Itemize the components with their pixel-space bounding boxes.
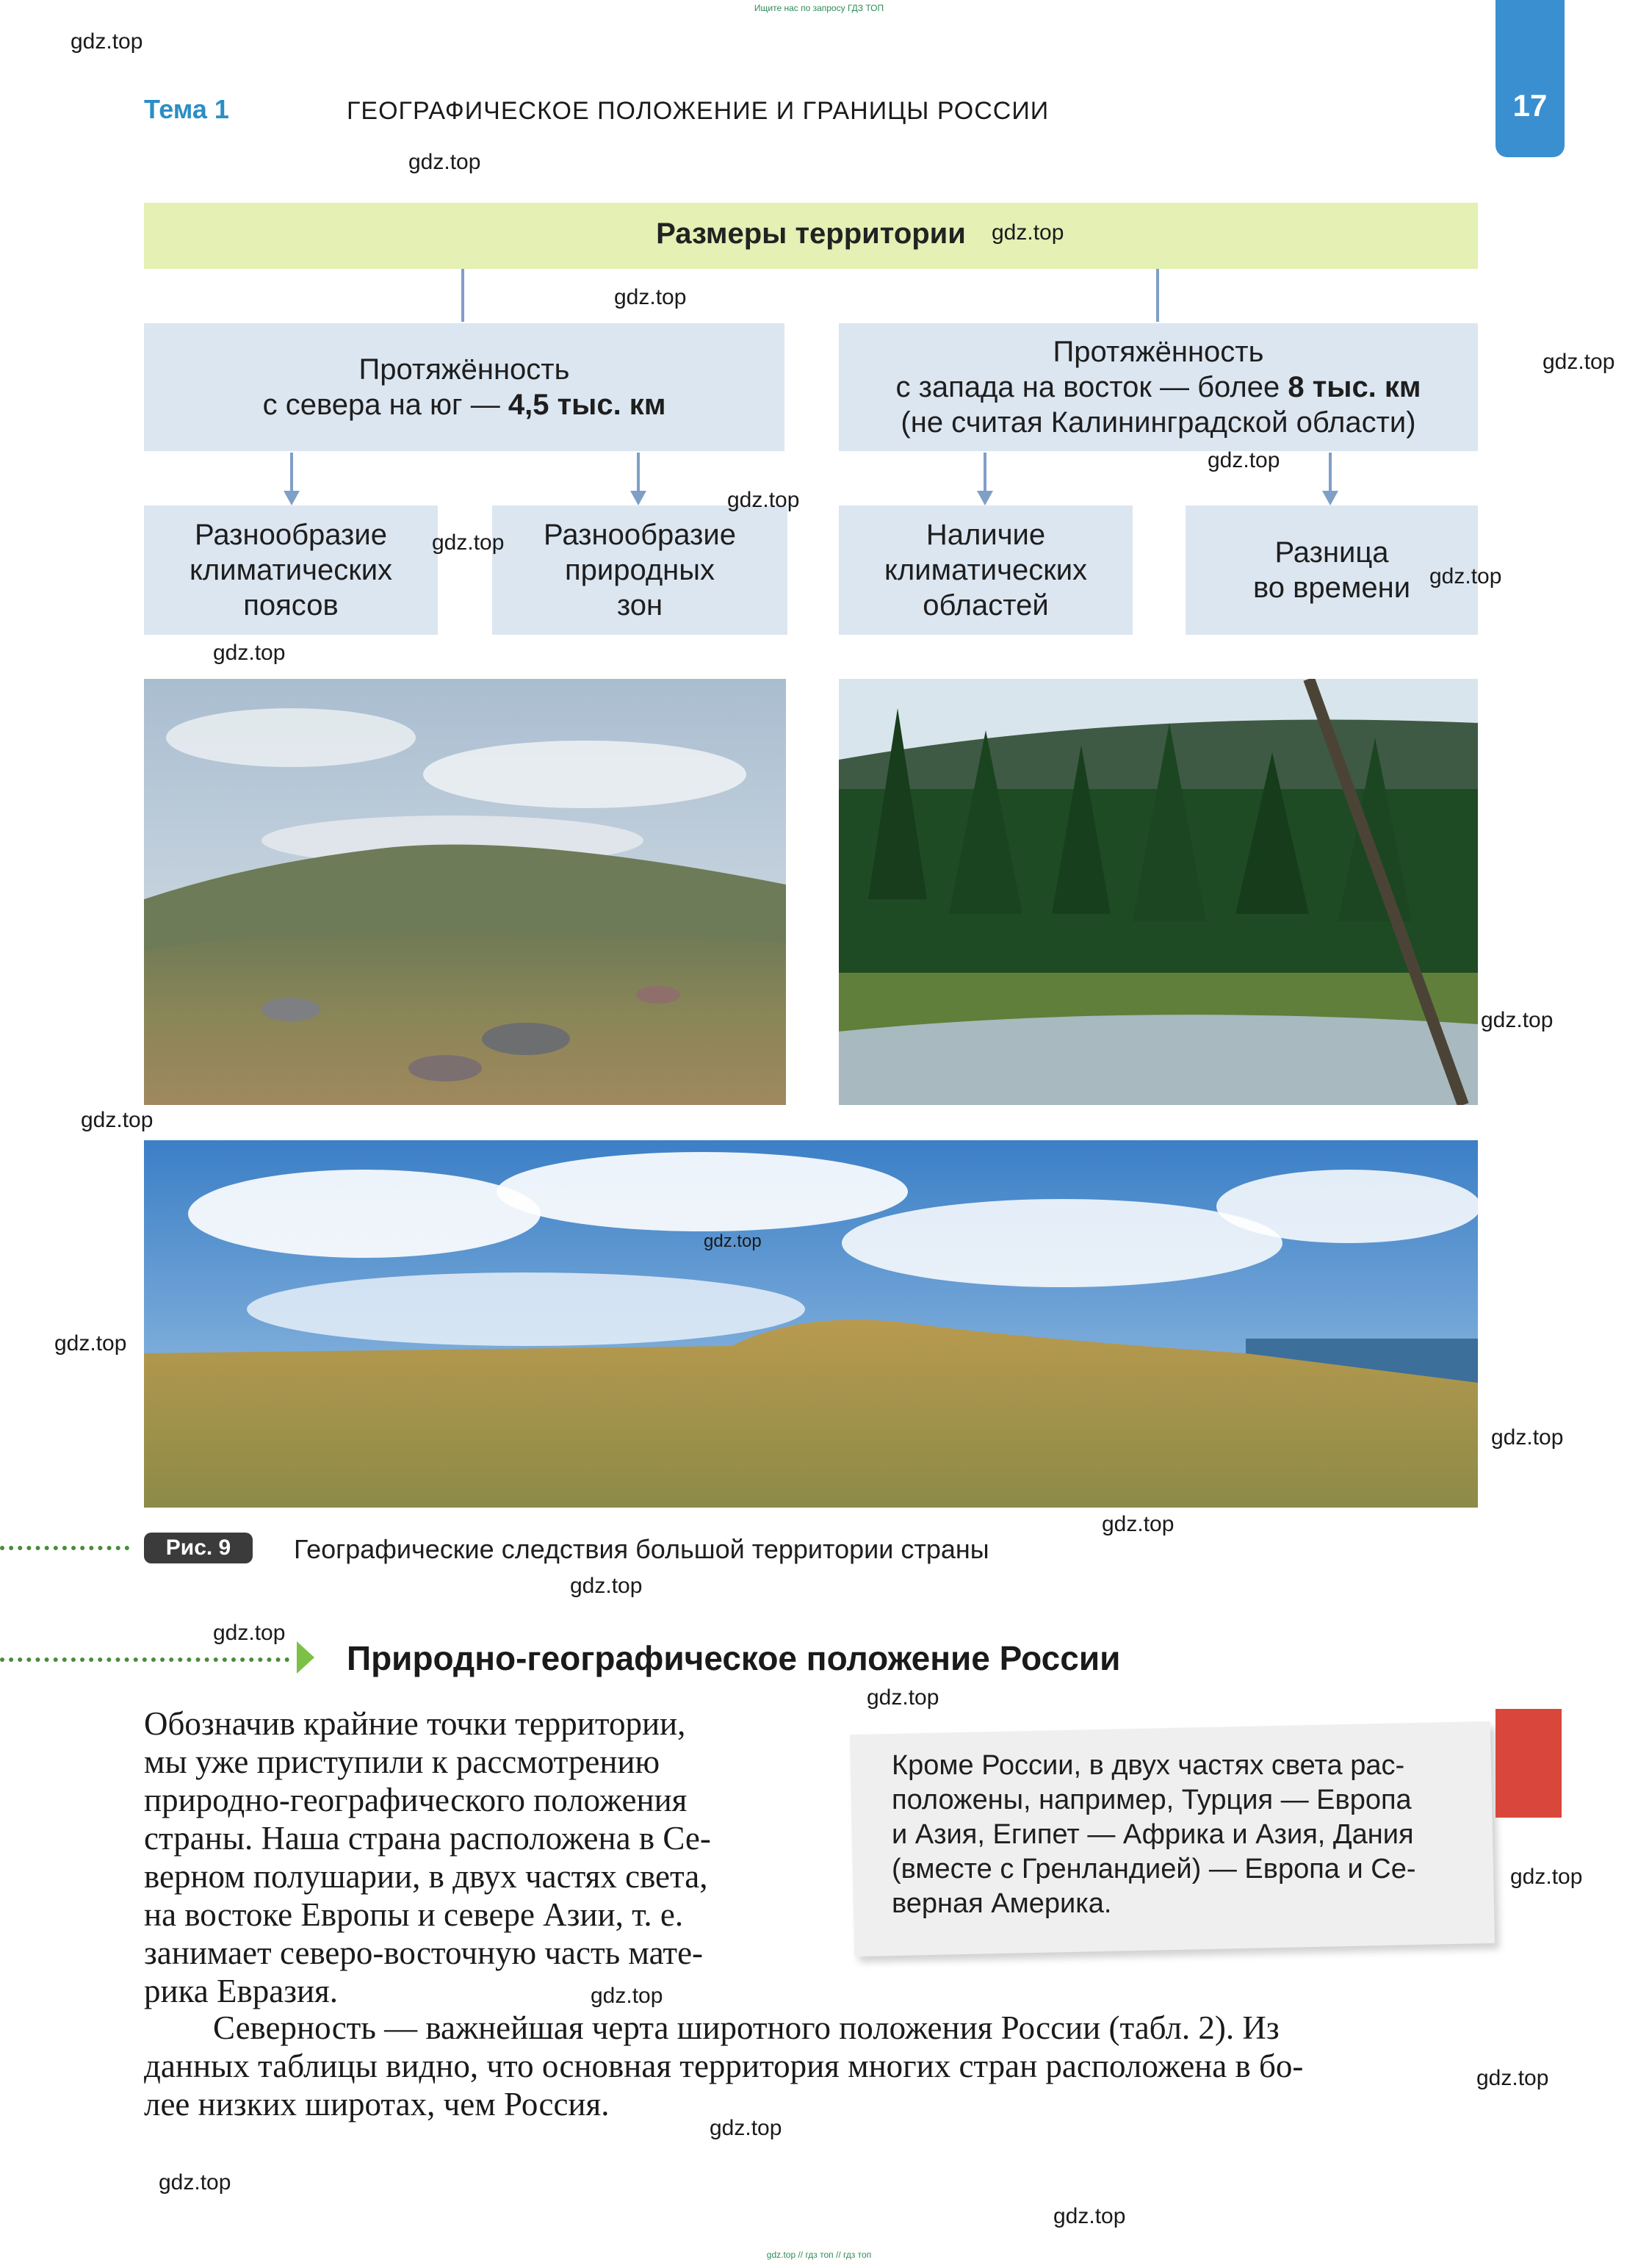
arrow-down-icon — [627, 453, 649, 507]
site-banner: Ищите нас по запросу ГДЗ ТОП — [754, 3, 884, 13]
figure-caption: Географические следствия большой территории страны — [294, 1534, 989, 1564]
topic-label: Тема 1 — [144, 94, 229, 124]
text-line: страны. Наша страна расположена в Се- — [144, 1820, 711, 1857]
watermark: gdz.top — [213, 641, 286, 665]
watermark: gdz.top — [710, 2116, 782, 2140]
text-line: занимает северо-восточную часть мате- — [144, 1934, 704, 1971]
side-note-text — [892, 1749, 1487, 1921]
result-line: во времени — [1252, 572, 1411, 604]
text-line: Северность — важнейшая черта широтного положения России (табл. 2). Из — [213, 2009, 1280, 2046]
ns-line2-text: с севера на юг — — [262, 389, 508, 421]
watermark: gdz.top — [704, 1231, 762, 1251]
watermark: gdz.top — [867, 1685, 939, 1710]
watermark: gdz.top — [1102, 1512, 1175, 1536]
paragraph-2 — [144, 2009, 1496, 2123]
watermark: gdz.top — [81, 1108, 154, 1132]
watermark: gdz.top — [1491, 1425, 1564, 1450]
section-arrow-icon — [297, 1641, 314, 1674]
length-north-south-box — [144, 323, 784, 451]
steppe-photo — [144, 1140, 1478, 1508]
result-line: областей — [923, 589, 1049, 622]
watermark: gdz.top — [1543, 350, 1615, 374]
page-number: 17 — [1512, 88, 1548, 123]
taiga-photo — [839, 679, 1478, 1105]
text-line: мы уже приступили к рассмотрению — [144, 1743, 660, 1780]
result-box-natural-zones — [492, 505, 787, 635]
text-line: положены, например, Турция — Европа — [892, 1785, 1412, 1815]
section-dots-divider — [0, 1657, 289, 1662]
result-line: Наличие — [926, 519, 1046, 551]
bookmark-ribbon-icon — [1496, 1709, 1562, 1818]
result-line: климатических — [884, 554, 1088, 586]
text-line: природно-географического положения — [144, 1782, 688, 1818]
watermark: gdz.top — [1429, 564, 1502, 588]
result-box-climate-regions — [839, 505, 1133, 635]
watermark: gdz.top — [1053, 2204, 1126, 2228]
watermark: gdz.top — [1481, 1008, 1554, 1032]
result-box-climate-belts — [144, 505, 438, 635]
watermark: gdz.top — [614, 285, 687, 309]
figure-label: Рис. 9 — [144, 1533, 253, 1563]
text-line: верная Америка. — [892, 1888, 1112, 1919]
text-line: и Азия, Египет — Африка и Азия, Дания — [892, 1819, 1414, 1850]
watermark: gdz.top — [54, 1331, 127, 1356]
paragraph-1 — [144, 1704, 812, 2010]
tundra-photo — [144, 679, 786, 1105]
text-line: Обозначив крайние точки территории, — [144, 1705, 686, 1742]
text-line: (вместе с Гренландией) — Европа и Се- — [892, 1854, 1416, 1884]
text-line: Кроме России, в двух частях света рас- — [892, 1750, 1405, 1781]
figure-dots-divider — [0, 1546, 129, 1550]
text-line: лее низких широтах, чем Россия. — [144, 2086, 610, 2123]
watermark: gdz.top — [432, 530, 505, 555]
footer-banner: gdz.top // гдз топ // гдз топ — [766, 2250, 872, 2260]
result-line: поясов — [243, 589, 339, 622]
result-line: Разнообразие — [195, 519, 387, 551]
we-distance: 8 тыс. км — [1288, 371, 1421, 403]
ns-distance: 4,5 тыс. км — [508, 389, 666, 421]
watermark: gdz.top — [213, 1621, 286, 1645]
result-line: Разнообразие — [544, 519, 736, 551]
page-number-tab — [1496, 0, 1565, 157]
chapter-title: ГЕОГРАФИЧЕСКОЕ ПОЛОЖЕНИЕ И ГРАНИЦЫ РОССИИ — [347, 97, 1050, 125]
result-line: Разница — [1274, 536, 1389, 569]
we-line1: Протяжённость — [1053, 336, 1264, 368]
watermark: gdz.top — [408, 150, 481, 174]
diagram-title: Размеры территории — [656, 217, 966, 250]
watermark: gdz.top — [1510, 1865, 1583, 1889]
connector-line — [1156, 269, 1159, 322]
text-line: данных таблицы видно, что основная территория многих стран расположена в бо- — [144, 2048, 1304, 2084]
ns-line1: Протяжённость — [358, 353, 570, 386]
result-line: зон — [616, 589, 663, 622]
watermark: gdz.top — [570, 1574, 643, 1598]
we-line3: (не считая Калининградской области) — [901, 406, 1416, 439]
connector-line — [461, 269, 464, 322]
watermark: gdz.top — [727, 488, 800, 512]
text-line: на востоке Европы и севере Азии, т. е. — [144, 1896, 684, 1933]
arrow-down-icon — [1319, 453, 1341, 507]
watermark: gdz.top — [159, 2170, 231, 2195]
length-west-east-box — [839, 323, 1478, 451]
text-line: рика Евразия. — [144, 1973, 339, 2009]
result-line: природных — [564, 554, 715, 586]
section-title: Природно-географическое положение России — [347, 1639, 1121, 1677]
we-line2-text: с запада на восток — более — [895, 371, 1288, 403]
watermark: gdz.top — [71, 29, 143, 54]
watermark: gdz.top — [1208, 448, 1280, 472]
arrow-down-icon — [974, 453, 996, 507]
watermark: gdz.top — [992, 220, 1064, 245]
watermark: gdz.top — [591, 1984, 663, 2008]
watermark: gdz.top — [1476, 2066, 1549, 2090]
arrow-down-icon — [281, 453, 303, 507]
text-line: верном полушарии, в двух частях света, — [144, 1858, 708, 1895]
result-line: климатических — [189, 554, 393, 586]
